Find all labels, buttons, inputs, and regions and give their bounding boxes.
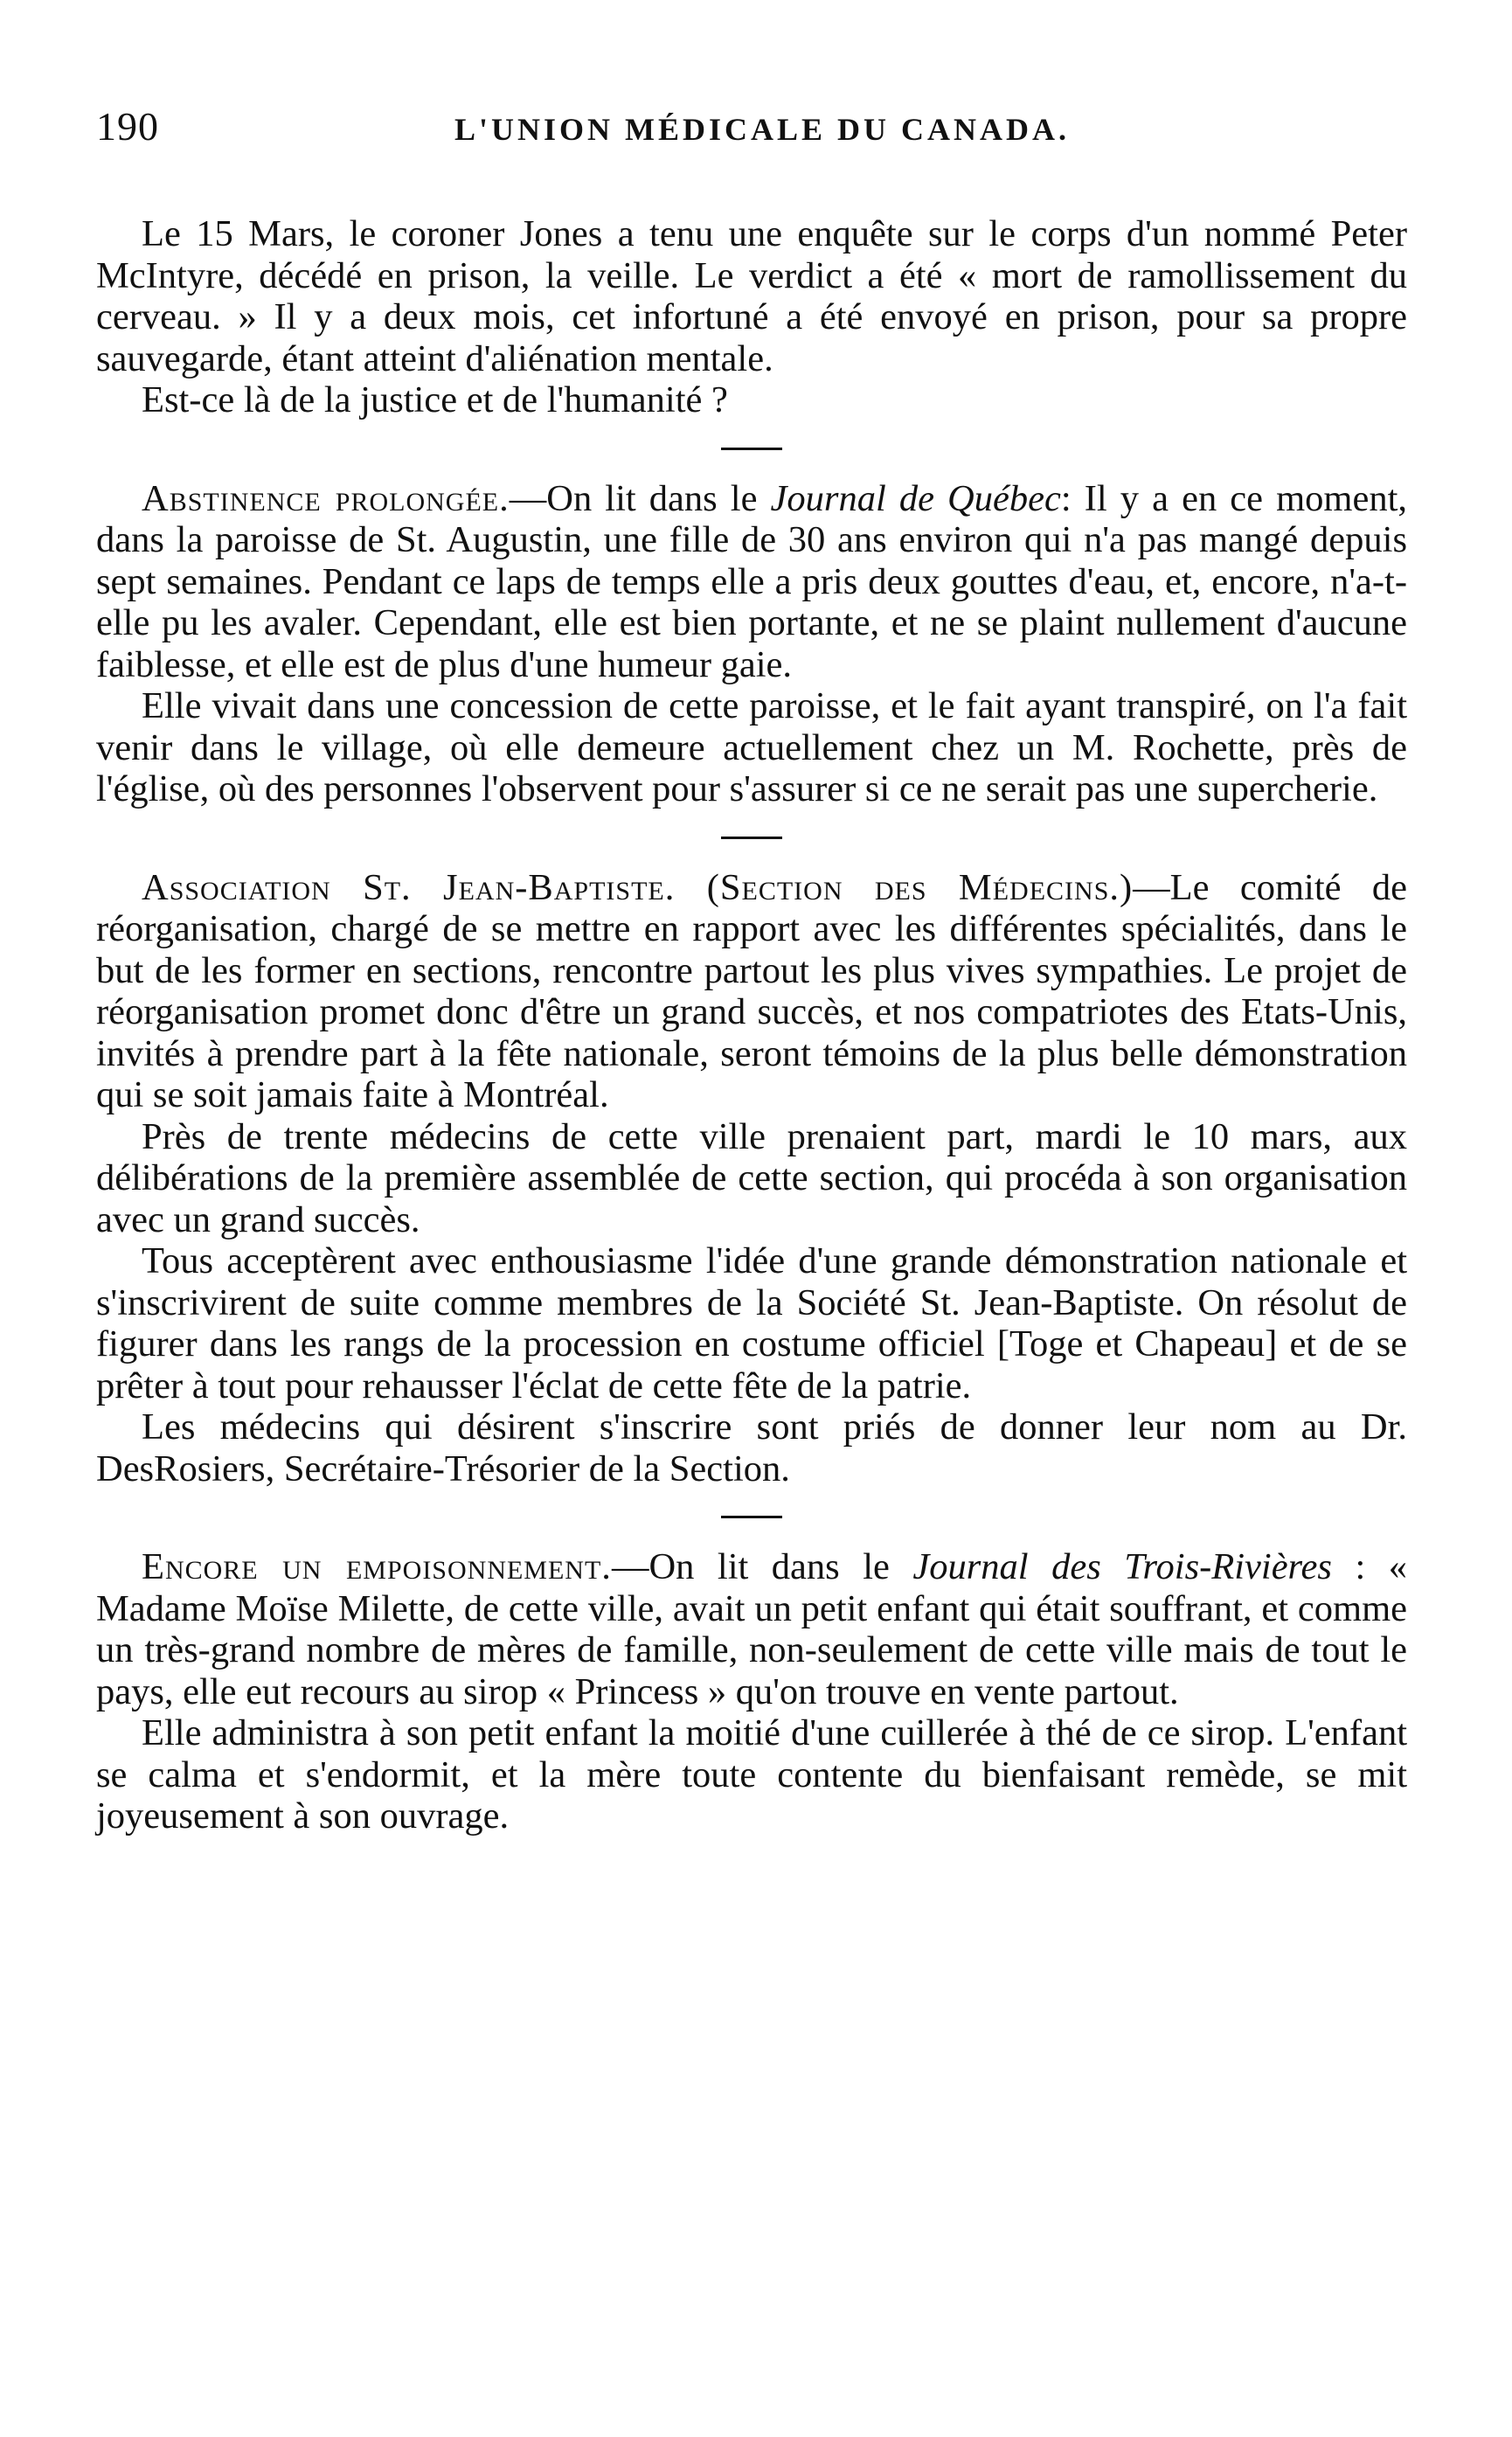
- section-divider: [721, 837, 782, 839]
- paragraph: Est-ce là de la justice et de l'humanité ?: [142, 379, 728, 420]
- text-run: —On lit dans le: [509, 477, 771, 519]
- article-coroner-inquest: [96, 213, 1407, 421]
- paragraph: Le 15 Mars, le coroner Jones a tenu une enquête sur le corps d'un nommé Peter McIntyre, décédé en prison, la veille. Le verdict a été « mort de ramollissement du cerveau. » Il y a deux mois, cet infortuné a été envoyé en prison, pour sa propre sauvegarde, étant atteint d'aliénation mentale.: [96, 213, 1407, 379]
- section-divider: [721, 1516, 782, 1518]
- text-run: : « Madame Moïse Milette, de cette ville, avait un petit enfant qui était souffrant, et comme un très-grand nombre de mères de famille, non-seulement de cette ville mais de tout le pays, elle eut recours au sirop « Princess » qu'on trouve en vente partout.: [96, 1546, 1407, 1712]
- paragraph: Les médecins qui désirent s'inscrire sont priés de donner leur nom au Dr. DesRosiers, Secrétaire-Trésorier de la Section.: [96, 1406, 1407, 1489]
- article-heading: Encore un empoisonnement.: [142, 1546, 612, 1587]
- paragraph: [96, 867, 1407, 1116]
- paragraph: Elle administra à son petit enfant la moitié d'une cuillerée à thé de ce sirop. L'enfant se calma et s'endormit, et la mère toute contente du bienfaisant remède, se mit joyeusement à son ouvrage.: [96, 1712, 1407, 1836]
- source-title: Journal de Québec: [770, 477, 1061, 519]
- page-number: 190: [96, 104, 159, 149]
- paragraph: Tous acceptèrent avec enthousiasme l'idée d'une grande démonstration nationale et s'inscrivirent de suite comme membres de la Société St. Jean-Baptiste. On résolut de figurer dans les rangs de la procession en costume officiel [Toge et Chapeau] et de se prêter à tout pour rehausser l'éclat de cette fête de la patrie.: [96, 1240, 1407, 1406]
- text-run: —On lit dans le: [611, 1546, 913, 1587]
- paragraph: Elle vivait dans une concession de cette paroisse, et le fait ayant transpiré, on l'a fait venir dans le village, où elle demeure actuellement chez un M. Rochette, près de l'église, où des personnes l'observent pour s'assurer si ce ne serait pas une supercherie.: [96, 685, 1407, 809]
- page-header: [96, 103, 1407, 159]
- article-heading: Abstinence prolongée.: [142, 477, 510, 519]
- page-body: [96, 213, 1407, 1837]
- paragraph: [96, 1546, 1407, 1712]
- section-divider: [721, 448, 782, 450]
- article-association: [96, 867, 1407, 1490]
- text-run: : Il y a en ce moment, dans la paroisse de St. Augustin, une fille de 30 ans environ qui n'a pas mangé depuis sept semaines. Pendant ce laps de temps elle a pris deux gouttes d'eau, et, encore, n'a-t-elle pu les avaler. Cependant, elle est bien portante, et ne se plaint nullement d'aucune faiblesse, et elle est de plus d'une humeur gaie.: [96, 477, 1408, 685]
- article-poisoning: [96, 1546, 1407, 1837]
- paragraph: Près de trente médecins de cette ville prenaient part, mardi le 10 mars, aux délibérations de la première assemblée de cette section, qui procéda à son organisation avec un grand succès.: [96, 1115, 1407, 1240]
- text-run: —Le comité de réorganisation, chargé de se mettre en rapport avec les différentes spécialités, dans le but de les former en sections, rencontre partout les plus vives sympathies. Le projet de réorganisation promet donc d'être un grand succès, et nos compatriotes des Etats-Unis, invités à prendre part à la fête nationale, seront témoins de la plus belle démonstration qui se soit jamais faite à Montréal.: [96, 866, 1408, 1115]
- running-title: L'UNION MÉDICALE DU CANADA.: [454, 112, 1071, 147]
- article-abstinence: [96, 478, 1407, 810]
- paragraph: [96, 478, 1407, 686]
- page: [96, 103, 1407, 1837]
- source-title: Journal des Trois-Rivières: [912, 1546, 1332, 1587]
- article-heading: Association St. Jean-Baptiste. (Section des Médecins.): [142, 866, 1134, 908]
